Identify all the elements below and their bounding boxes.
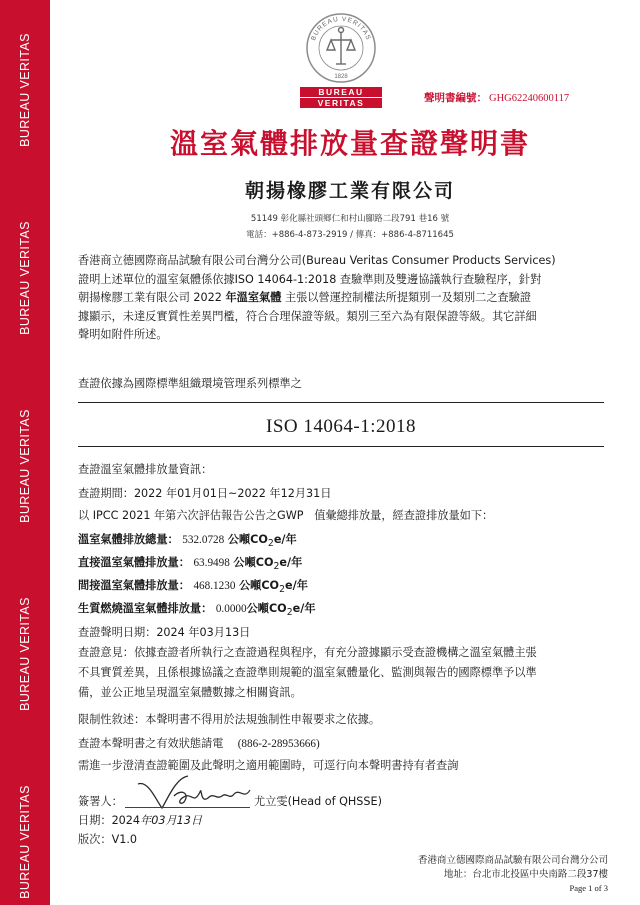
opinion-line: 備，並公正地呈現溫室氣體數據之相關資訊。 xyxy=(78,686,302,699)
svg-text:BUREAU: BUREAU xyxy=(318,87,364,97)
intro-paragraph xyxy=(78,252,608,345)
opinion-paragraph xyxy=(78,643,608,703)
intro-line: 據顯示，未達反實質性差異門檻，符合合理保證等級。類別三至六為有限保證等級。其它詳細 xyxy=(78,309,537,323)
side-label: BUREAU VERITAS xyxy=(18,221,33,335)
company-name: 朝揚橡膠工業有限公司 xyxy=(244,180,455,202)
page-number: Page 1 of 3 xyxy=(569,883,608,893)
intro-line: 聲明如附件所述。 xyxy=(78,328,168,342)
intro-line: 香港商立德國際商品試驗有限公司台灣分公司(Bureau Veritas Consumer Products Services) xyxy=(78,254,556,267)
svg-text:1828: 1828 xyxy=(334,74,348,80)
signature-label: 簽署人： xyxy=(78,795,123,808)
scope-note: 需進一步澄清查證範圍及此聲明之適用範圍時，可逕行向本聲明書持有者查詢 xyxy=(78,759,459,772)
footer-company: 香港商立德國際商品試驗有限公司台灣分公司 xyxy=(417,855,608,866)
intro-line: 朝揚橡膠工業有限公司 2022 年溫室氣體 主張以營運控制權法所提類別一及類別二之查驗證 xyxy=(78,291,532,305)
cert-number-label: 聲明書編號： xyxy=(424,92,487,104)
divider xyxy=(78,402,604,403)
signature-date: 日期：2024年03月13日 xyxy=(78,814,203,827)
total-emissions: 溫室氣體排放總量： 532.0728 公噸$CO_2e/$年 xyxy=(78,533,297,550)
standard-basis: 查證依據為國際標準組織環境管理系列標準之 xyxy=(78,377,302,390)
biomass-emissions-value: 0.0000 xyxy=(215,603,247,615)
footer-address: 地址：台北市北投區中央南路二段37樓 xyxy=(443,869,608,880)
details-heading: 查證溫室氣體排放量資訊： xyxy=(78,463,213,476)
signer-name: 尤立雯(Head of QHSSE) xyxy=(254,795,382,808)
validity-phone: (886-2-28953666) xyxy=(237,738,320,750)
side-label: BUREAU VERITAS xyxy=(18,597,33,711)
scales-figure-icon xyxy=(327,28,355,65)
limitation-statement: 限制性敘述：本聲明書不得用於法規強制性申報要求之依據。 xyxy=(78,713,381,726)
svg-text:BUREAU VERITAS: BUREAU VERITAS xyxy=(310,15,372,42)
svg-text:VERITAS: VERITAS xyxy=(317,98,365,108)
direct-emissions: 直接溫室氣體排放量： 63.9498 公噸$CO_2e/$年 xyxy=(78,556,303,573)
document-title: 溫室氣體排放量查證聲明書 xyxy=(169,127,530,160)
company-address: 51149 彰化縣社頭鄉仁和村山腳路二段791 巷16 號 xyxy=(250,214,450,224)
total-emissions-value: 532.0728 xyxy=(182,534,225,546)
signature-line xyxy=(125,807,250,808)
direct-emissions-value: 63.9498 xyxy=(193,557,230,569)
bureau-veritas-logo xyxy=(300,8,382,108)
divider xyxy=(78,446,604,447)
company-contact: 電話：+886-4-873-2919 / 傳真：+886-4-8711645 xyxy=(246,230,454,240)
indirect-emissions-value: 468.1230 xyxy=(193,580,236,592)
indirect-emissions: 間接溫室氣體排放量： 468.1230 公噸$CO_2e/$年 xyxy=(78,579,308,596)
biomass-emissions: 生質燃燒溫室氣體排放量： 0.0000公噸$CO_2e/$年 xyxy=(78,602,316,619)
side-label: BUREAU VERITAS xyxy=(18,785,33,899)
standard-name: ISO 14064-1:2018 xyxy=(266,416,416,437)
opinion-line: 不具實質差異，且係根據協議之查證準則規範的溫室氣體量化、監測與報告的國際標準予以準 xyxy=(78,666,537,679)
cert-number-value: GHG62240600117 xyxy=(489,93,570,104)
verification-period: 查證期間：2022 年01月01日~2022 年12月31日 xyxy=(78,487,332,500)
opinion-line: 查證意見：依據查證者所執行之查證過程與程序，有充分證據顯示受查證機構之溫室氣體主張 xyxy=(78,646,537,659)
validity-contact: 查證本聲明書之有效狀態請電 (886-2-28953666) xyxy=(78,737,320,750)
version: 版次：V1.0 xyxy=(78,833,138,846)
cert-number xyxy=(424,90,569,105)
gwp-basis: 以 IPCC 2021 年第六次評估報告公告之GWP 值彙總排放量，經查證排放量如下： xyxy=(78,509,494,522)
intro-line: 證明上述單位的溫室氣體係依據ISO 14064-1:2018 查驗準則及雙邊協議執行查驗程序，針對 xyxy=(78,272,542,286)
side-label: BUREAU VERITAS xyxy=(18,409,33,523)
issue-date: 查證聲明日期：2024 年03月13日 xyxy=(78,626,251,639)
side-label: BUREAU VERITAS xyxy=(18,33,33,147)
